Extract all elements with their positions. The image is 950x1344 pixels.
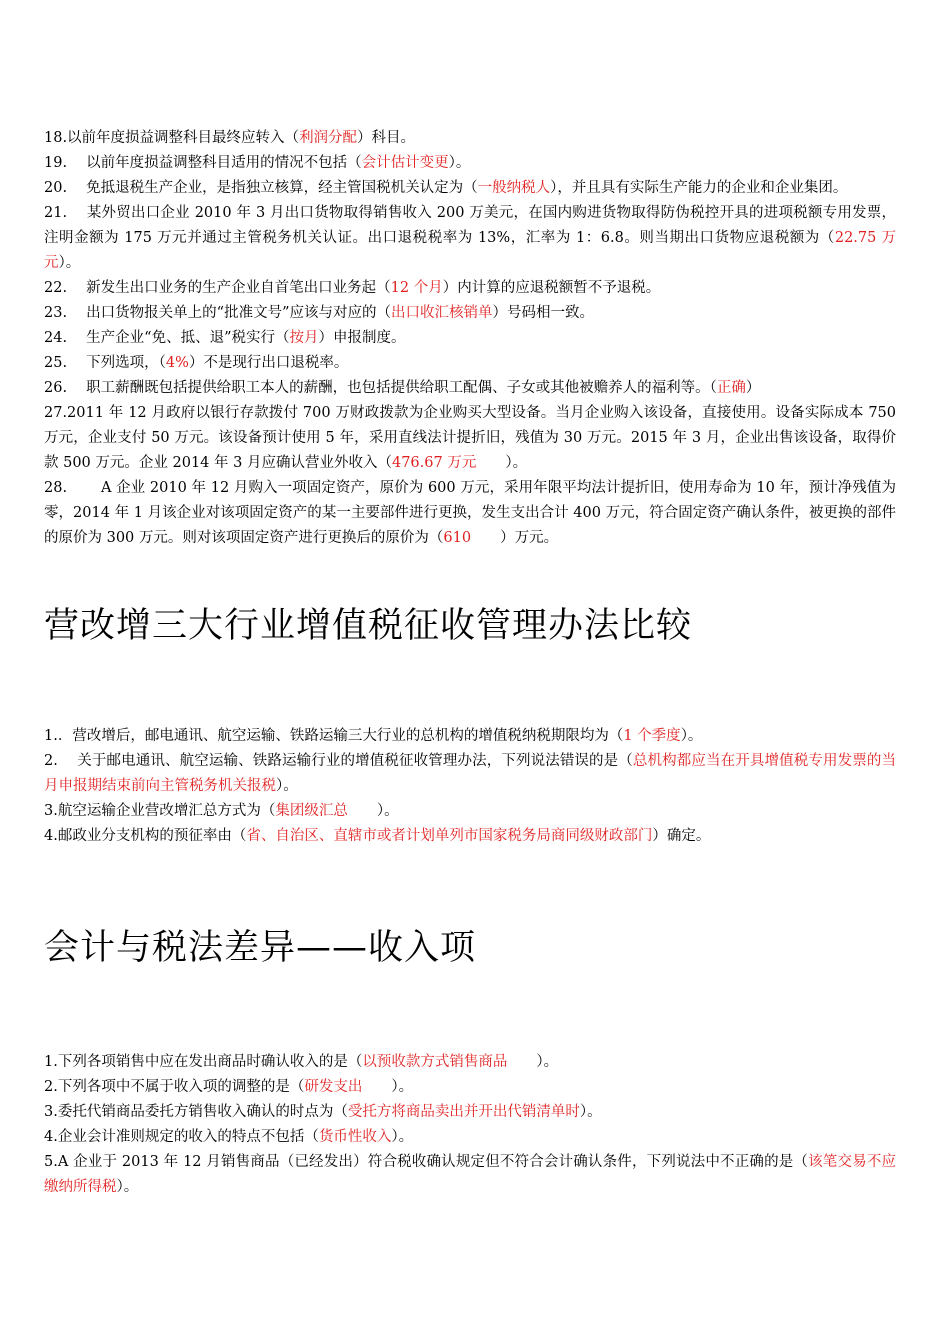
- question-text-end: ）。: [507, 1054, 559, 1070]
- answer-text: 省、自治区、直辖市或者计划单列市国家税务局商同级财政部门: [246, 828, 653, 844]
- question-text: 22. 新发生出口业务的生产企业自首笔出口业务起（: [44, 280, 391, 296]
- question-text-end: ）。: [476, 455, 528, 471]
- question-item: [44, 824, 896, 849]
- question-item: [44, 326, 896, 351]
- question-item: [44, 276, 896, 301]
- section-heading: 营改增三大行业增值税征收管理办法比较: [44, 606, 693, 646]
- answer-text: 集团级汇总: [275, 803, 348, 819]
- question-text: 26. 职工薪酬既包括提供给职工本人的薪酬，也包括提供给职工配偶、子女或其他被赡养人的福利等。（: [44, 380, 717, 396]
- question-text-end: ）申报制度。: [318, 330, 406, 346]
- question-item: [44, 151, 896, 176]
- question-text-end: ）。: [579, 1104, 602, 1120]
- question-text-end: ）号码相一致。: [492, 305, 594, 321]
- question-text-end: ）。: [362, 1079, 414, 1095]
- answer-text: 610: [443, 530, 472, 546]
- question-list-3: [44, 1050, 896, 1200]
- question-text: 25. 下列选项，（: [44, 355, 166, 371]
- question-list-2: [44, 724, 896, 849]
- answer-text: 受托方将商品卖出并开出代销清单时: [347, 1104, 580, 1120]
- question-text: 3.航空运输企业营改增汇总方式为（: [44, 803, 276, 819]
- question-text: 27.2011 年 12 月政府以银行存款拨付 700 万财政拨款为企业购买大型设备。当月企业购入该设备，直接使用。设备实际成本 750 万元，企业支付 50 万元。该设备预计使用 5 年，采用直线法计提折旧，残值为 30 万元。2015 年 3 月，企业出售该设备，取得价款 500 万元。企业 2014 年 3 月应确认营业外收入（: [44, 405, 896, 471]
- question-item: [44, 749, 896, 799]
- question-text-end: ），并且具有实际生产能力的企业和企业集团。: [550, 180, 848, 196]
- question-item: [44, 351, 896, 376]
- question-text-end: ）确定。: [652, 828, 711, 844]
- answer-text: 利润分配: [299, 130, 358, 146]
- question-text-end: ）。: [58, 255, 81, 271]
- question-text: 4.企业会计准则规定的收入的特点不包括（: [44, 1129, 319, 1145]
- answer-text: 476.67 万元: [391, 455, 477, 471]
- question-item: [44, 1075, 896, 1100]
- answer-text: 4%: [165, 355, 189, 371]
- question-text: 3.委托代销商品委托方销售收入确认的时点为（: [44, 1104, 348, 1120]
- question-item: [44, 1150, 896, 1200]
- answer-text: 按月: [289, 330, 319, 346]
- question-item: [44, 1050, 896, 1075]
- question-item: [44, 376, 896, 401]
- question-text: 4.邮政业分支机构的预征率由（: [44, 828, 247, 844]
- answer-text: 1 个季度: [623, 728, 681, 744]
- question-text: 2. 关于邮电通讯、航空运输、铁路运输行业的增值税征收管理办法，下列说法错误的是（: [44, 753, 633, 769]
- answer-text: 出口收汇核销单: [391, 305, 493, 321]
- question-item: [44, 176, 896, 201]
- question-item: [44, 1125, 896, 1150]
- question-text-end: ）。: [276, 778, 298, 794]
- question-text: 28. A 企业 2010 年 12 月购入一项固定资产，原价为 600 万元，采用年限平均法计提折旧，使用寿命为 10 年，预计净残值为零，2014 年 1 月该企业对该项固定资产的某一主要部件进行更换，发生支出合计 400 万元，符合固定资产确认条件，被更换的部件的原价为 300 万元。则对该项固定资产进行更换后的原价为（: [44, 480, 896, 546]
- question-item: [44, 1100, 896, 1125]
- question-item: [44, 799, 896, 824]
- question-item: [44, 476, 896, 551]
- question-text-end: ）内计算的应退税额暂不予退税。: [442, 280, 661, 296]
- question-text-end: ）科目。: [357, 130, 416, 146]
- section-heading: 会计与税法差异——收入项: [44, 928, 477, 968]
- question-text-end: ）。: [391, 1129, 414, 1145]
- question-item: [44, 724, 896, 749]
- answer-text: 12 个月: [390, 280, 443, 296]
- question-text: 2.下列各项中不属于收入项的调整的是（: [44, 1079, 305, 1095]
- question-text: 1.．营改增后，邮电通讯、航空运输、铁路运输三大行业的总机构的增值税纳税期限均为（: [44, 728, 624, 744]
- question-item: [44, 201, 896, 276]
- question-text: 1.下列各项销售中应在发出商品时确认收入的是（: [44, 1054, 363, 1070]
- question-text-end: ）。: [347, 803, 399, 819]
- question-text: 23. 出口货物报关单上的“批准文号”应该与对应的（: [44, 305, 391, 321]
- answer-text: 22.75 万元: [44, 230, 896, 271]
- answer-text: 会计估计变更: [361, 155, 449, 171]
- question-text: 18.以前年度损益调整科目最终应转入（: [44, 130, 300, 146]
- answer-text: 一般纳税人: [477, 180, 551, 196]
- answer-text: 货币性收入: [318, 1129, 392, 1145]
- question-text-end: ）。: [680, 728, 703, 744]
- question-text-end: ）。: [448, 155, 471, 171]
- answer-text: 以预收款方式销售商品: [362, 1054, 508, 1070]
- answer-text: 总机构都应当在开具增值税专用发票的当月申报期结束前向主管税务机关报税: [44, 753, 896, 794]
- question-text: 21. 某外贸出口企业 2010 年 3 月出口货物取得销售收入 200 万美元，在国内购进货物取得防伪税控开具的进项税额专用发票，注明金额为 175 万元并通过主管税务机关认证。出口退税税率为 13%，汇率为 1：6.8。则当期出口货物应退税额为（: [44, 205, 896, 246]
- question-text: 19. 以前年度损益调整科目适用的情况不包括（: [44, 155, 362, 171]
- answer-text: 正确: [716, 380, 746, 396]
- question-text: 20. 免抵退税生产企业，是指独立核算，经主管国税机关认定为（: [44, 180, 478, 196]
- question-item: [44, 126, 896, 151]
- question-item: [44, 401, 896, 476]
- question-text-end: ）不是现行出口退税率。: [188, 355, 349, 371]
- question-text: 24. 生产企业“免、抵、退”税实行（: [44, 330, 290, 346]
- question-text-end: ）万元。: [471, 530, 559, 546]
- question-text-end: ）: [745, 380, 761, 396]
- question-list-1: [44, 126, 896, 551]
- question-text: 5.A 企业于 2013 年 12 月销售商品（已经发出）符合税收确认规定但不符合会计确认条件，下列说法中不正确的是（: [44, 1154, 809, 1170]
- question-item: [44, 301, 896, 326]
- answer-text: 该笔交易不应缴纳所得税: [44, 1154, 896, 1195]
- answer-text: 研发支出: [304, 1079, 363, 1095]
- question-text-end: ）。: [116, 1179, 139, 1195]
